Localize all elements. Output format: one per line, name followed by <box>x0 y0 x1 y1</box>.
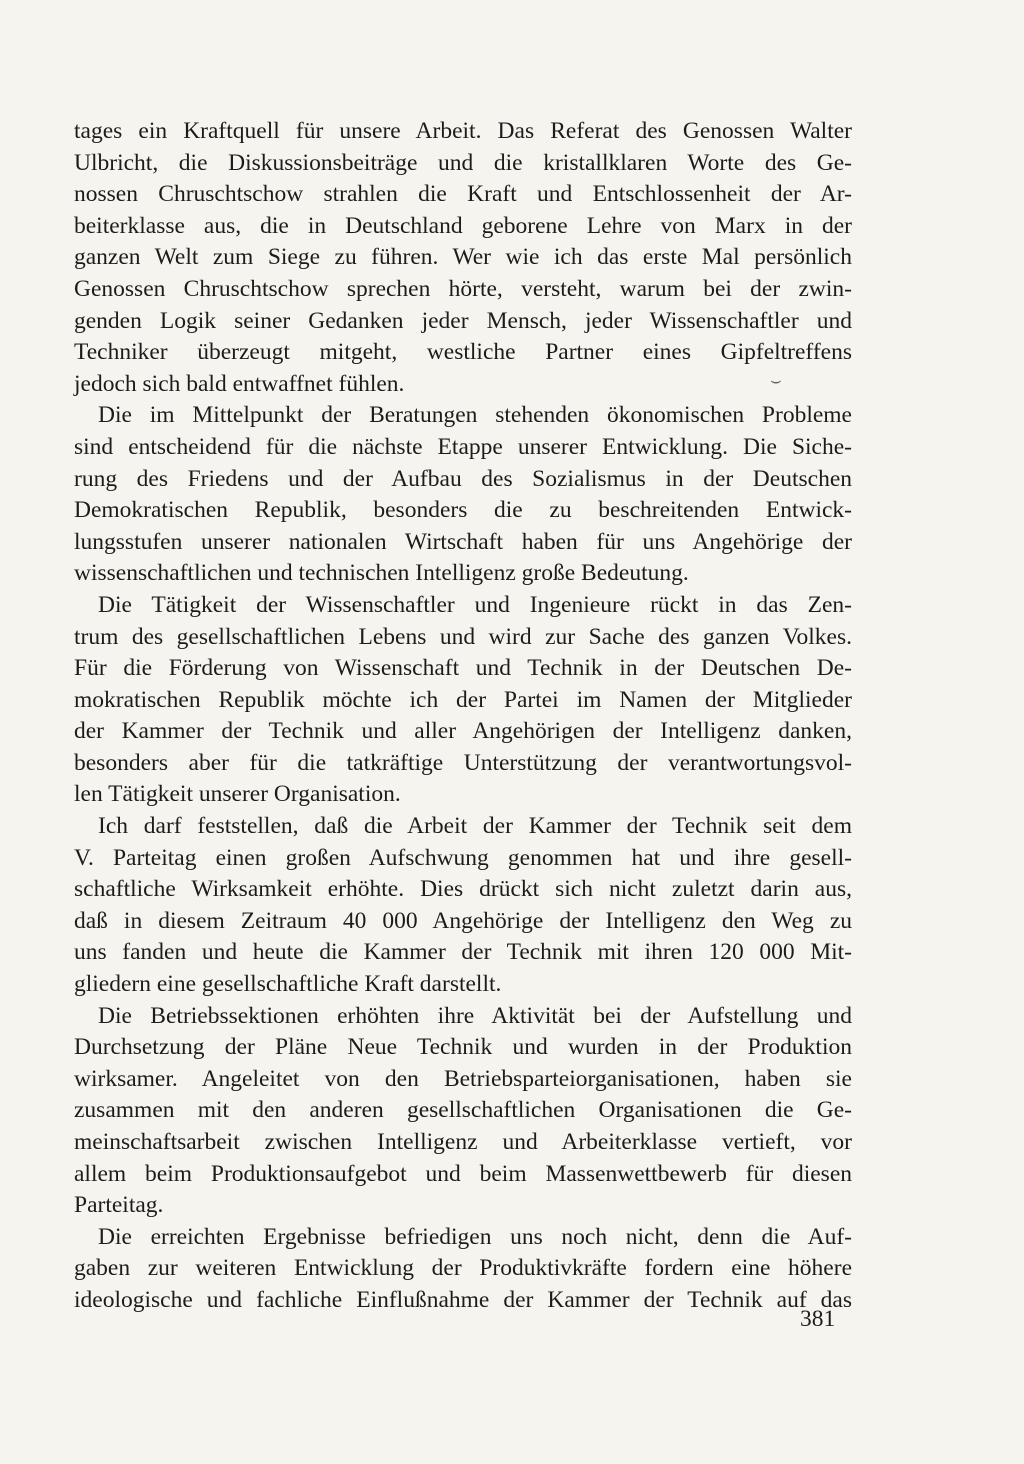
text-line: Durchsetzung der Pläne Neue Technik und wurden in der Produktion <box>74 1034 852 1061</box>
text-line: wissenschaftlichen und technischen Intelligenz große Bedeutung. <box>74 560 689 587</box>
body-text <box>74 116 852 1317</box>
text-line: jedoch sich bald entwaffnet fühlen. <box>74 370 405 397</box>
text-line: besonders aber für die tatkräftige Unterstützung der verantwortungsvol- <box>74 749 852 776</box>
text-line: sind entscheidend für die nächste Etappe unserer Entwicklung. Die Siche- <box>74 433 852 460</box>
scan-mark: ⌣ <box>770 370 782 390</box>
text-line: lungsstufen unserer nationalen Wirtschaft haben für uns Angehörige der <box>74 528 852 555</box>
text-line: ideologische und fachliche Einflußnahme der Kammer der Technik auf das <box>74 1286 852 1313</box>
text-line: meinschaftsarbeit zwischen Intelligenz und Arbeiterklasse vertieft, vor <box>74 1129 852 1155</box>
text-line: V. Parteitag einen großen Aufschwung genommen hat und ihre gesell- <box>74 844 852 871</box>
text-line: Die im Mittelpunkt der Beratungen stehenden ökonomischen Probleme <box>98 402 852 429</box>
text-line: genden Logik seiner Gedanken jeder Mensch, jeder Wissenschaftler und <box>74 307 852 334</box>
page-number: 381 <box>800 1306 836 1332</box>
text-line: schaftliche Wirksamkeit erhöhte. Dies drückt sich nicht zuletzt darin aus, <box>74 876 852 903</box>
text-line: Ulbricht, die Diskussionsbeiträge und die kristallklaren Worte des Ge- <box>74 149 852 176</box>
text-line: Die Betriebssektionen erhöhten ihre Aktivität bei der Aufstellung und <box>98 1002 852 1029</box>
text-line: Genossen Chruschtschow sprechen hörte, versteht, warum bei der zwin- <box>74 275 852 302</box>
text-line: Techniker überzeugt mitgeht, westliche Partner eines Gipfeltreffens <box>74 339 852 366</box>
text-line: Die erreichten Ergebnisse befriedigen uns noch nicht, denn die Auf- <box>98 1223 852 1250</box>
text-line: rung des Friedens und der Aufbau des Sozialismus in der Deutschen <box>74 465 852 492</box>
text-line: uns fanden und heute die Kammer der Technik mit ihren 120 000 Mit- <box>74 939 852 966</box>
text-line: allem beim Produktionsaufgebot und beim Massenwettbewerb für diesen <box>74 1160 852 1187</box>
text-line: Ich darf feststellen, daß die Arbeit der Kammer der Technik seit dem <box>98 813 852 840</box>
text-line: len Tätigkeit unserer Organisation. <box>74 781 401 808</box>
text-line: der Kammer der Technik und aller Angehörigen der Intelligenz danken, <box>74 718 852 745</box>
text-line: Demokratischen Republik, besonders die zu beschreitenden Entwick- <box>74 497 852 524</box>
text-line: wirksamer. Angeleitet von den Betriebsparteiorganisationen, haben sie <box>74 1065 852 1092</box>
text-line: Für die Förderung von Wissenschaft und Technik in der Deutschen De- <box>74 655 852 682</box>
text-line: mokratischen Republik möchte ich der Partei im Namen der Mitglieder <box>74 686 852 713</box>
text-line: zusammen mit den anderen gesellschaftlichen Organisationen die Ge- <box>74 1097 852 1124</box>
text-line: gliedern eine gesellschaftliche Kraft darstellt. <box>74 971 502 998</box>
text-line: beiterklasse aus, die in Deutschland geborene Lehre von Marx in der <box>74 212 852 239</box>
text-line: tages ein Kraftquell für unsere Arbeit. Das Referat des Genossen Walter <box>74 118 852 144</box>
text-line: nossen Chruschtschow strahlen die Kraft und Entschlossenheit der Ar- <box>74 181 852 208</box>
text-line: daß in diesem Zeitraum 40 000 Angehörige der Intelligenz den Weg zu <box>74 907 852 934</box>
text-line: ganzen Welt zum Siege zu führen. Wer wie ich das erste Mal persönlich <box>74 244 852 271</box>
text-line: trum des gesellschaftlichen Lebens und wird zur Sache des ganzen Volkes. <box>74 623 852 650</box>
text-line: gaben zur weiteren Entwicklung der Produktivkräfte fordern eine höhere <box>74 1255 852 1282</box>
text-line: Die Tätigkeit der Wissenschaftler und Ingenieure rückt in das Zen- <box>98 591 852 618</box>
text-line: Parteitag. <box>74 1192 164 1219</box>
